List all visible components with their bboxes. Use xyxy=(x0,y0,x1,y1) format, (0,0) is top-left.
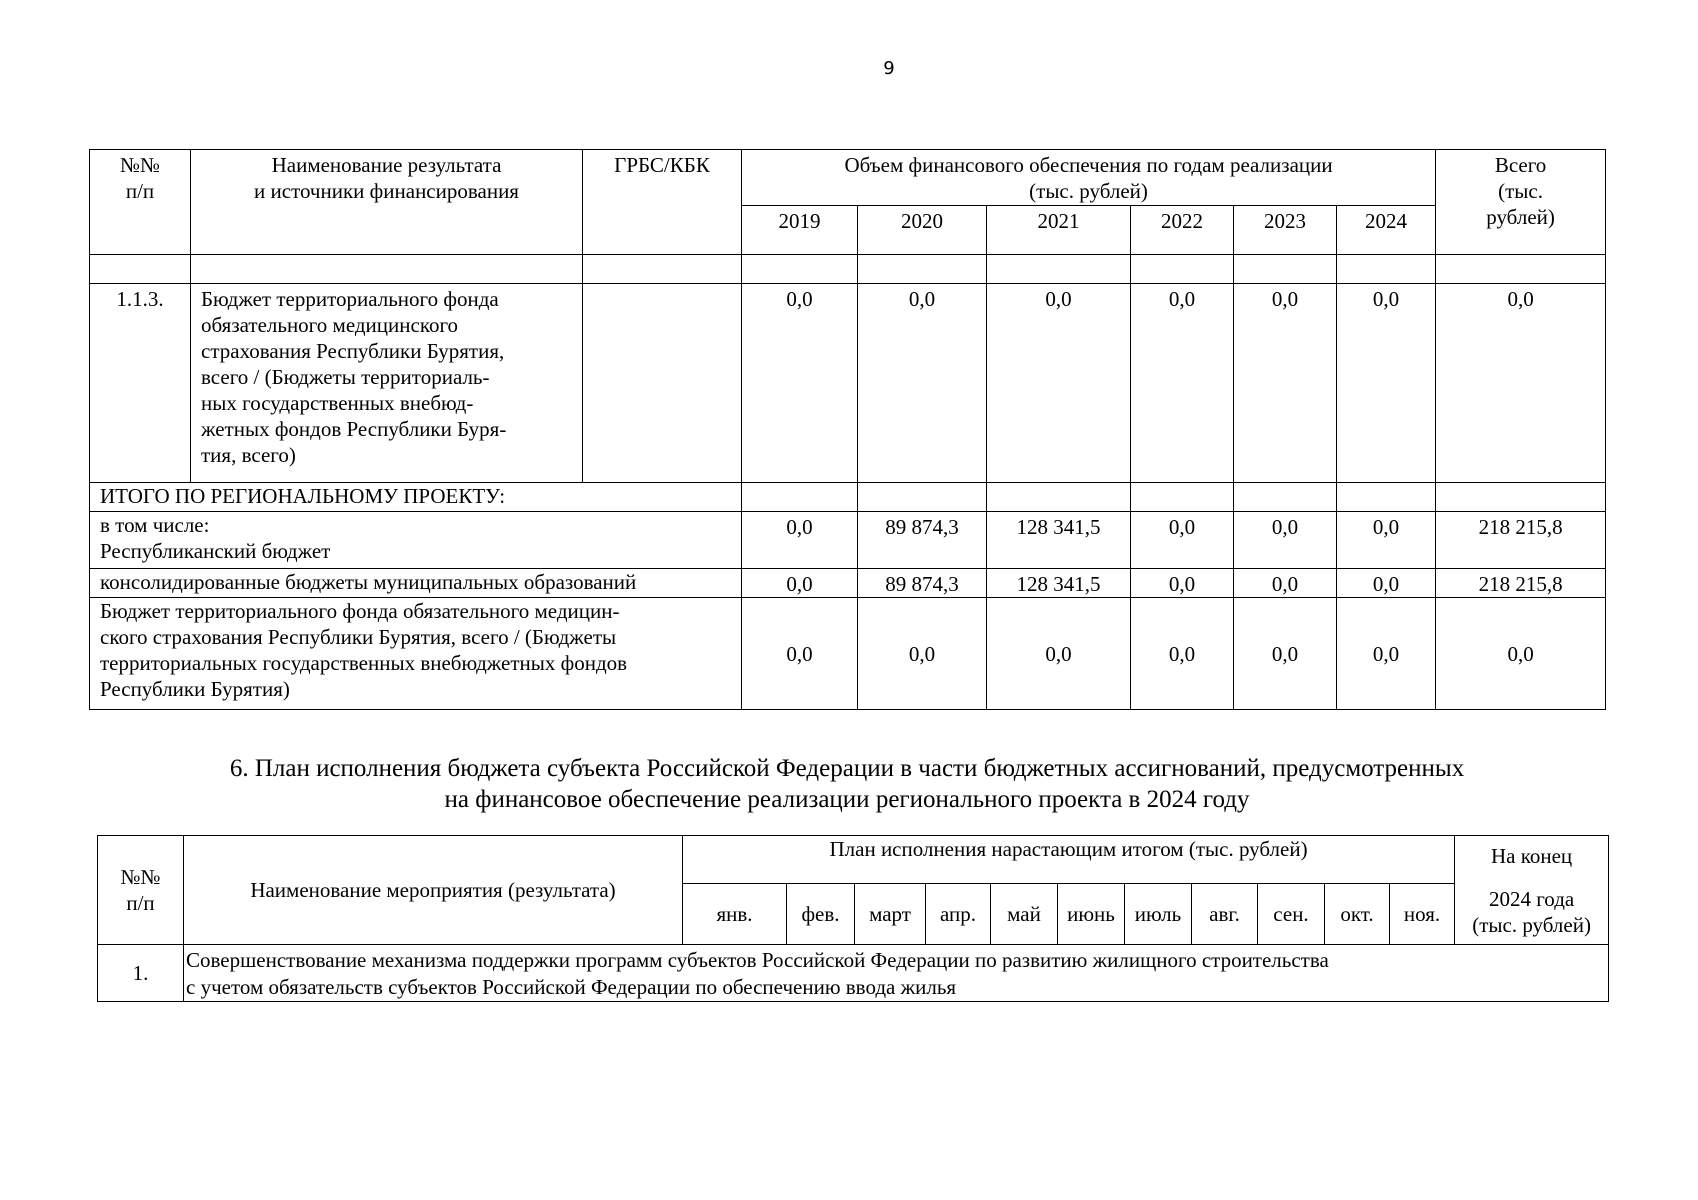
section-6-title: 6. План исполнения бюджета субъекта Российской Федерации в части бюджетных ассигнований, предусмотренных на финансовое обеспечение реализации регионального проекта в 2024 году xyxy=(229,755,1465,813)
value-cell: 0,0 xyxy=(742,284,858,483)
month-header: окт. xyxy=(1325,884,1390,945)
total-cell: 0,0 xyxy=(1436,598,1606,710)
total-cell: 0,0 xyxy=(1436,284,1606,483)
value-cell: 89 874,3 xyxy=(858,569,987,598)
value-cell: 0,0 xyxy=(1337,284,1436,483)
municipal-budget-label: консолидированные бюджеты муниципальных образований xyxy=(90,569,742,598)
value-cell: 0,0 xyxy=(1234,284,1337,483)
value-cell: 0,0 xyxy=(987,598,1131,710)
value-cell: 0,0 xyxy=(1234,512,1337,569)
col-grbs-header: ГРБС/КБК xyxy=(583,150,742,255)
table-row-1-1-3 xyxy=(90,284,1606,483)
budget-plan-table xyxy=(97,835,1609,1002)
month-header: апр. xyxy=(926,884,991,945)
value-cell: 0,0 xyxy=(1131,512,1234,569)
month-header: сен. xyxy=(1258,884,1325,945)
month-header: май xyxy=(991,884,1058,945)
header-row-1 xyxy=(90,150,1606,206)
republic-budget-label: в том числе: Республиканский бюджет xyxy=(90,512,742,569)
year-header: 2020 xyxy=(858,206,987,255)
year-header: 2022 xyxy=(1131,206,1234,255)
value-cell: 0,0 xyxy=(1131,569,1234,598)
financing-table xyxy=(89,149,1606,710)
year-header: 2019 xyxy=(742,206,858,255)
month-header: ноя. xyxy=(1390,884,1455,945)
value-cell: 0,0 xyxy=(1234,598,1337,710)
row-number: 1.1.3. xyxy=(90,284,191,483)
value-cell: 0,0 xyxy=(1131,284,1234,483)
row-name: Бюджет территориального фонда обязательного медицинского страхования Республики Бурятия, всего / (Бюджеты территориаль- ных государственных внебюд- жетных фондов Республики Буря- тия, всего) xyxy=(191,284,583,483)
value-cell: 0,0 xyxy=(987,284,1131,483)
tfoms-label: Бюджет территориального фонда обязательного медицин- ского страхования Республики Бурятия, всего / (Бюджеты территориальных государственных внебюджетных фондов Республики Бурятия) xyxy=(90,598,742,710)
total-cell: 218 215,8 xyxy=(1436,512,1606,569)
col-name-header: Наименование результата и источники финансирования xyxy=(191,150,583,255)
value-cell: 0,0 xyxy=(1131,598,1234,710)
month-header: авг. xyxy=(1192,884,1258,945)
table-row-1 xyxy=(98,945,1609,1002)
itogo-label: ИТОГО ПО РЕГИОНАЛЬНОМУ ПРОЕКТУ: xyxy=(90,483,742,512)
value-cell: 0,0 xyxy=(1337,512,1436,569)
col-total-header: Всего (тыс. рублей) xyxy=(1436,150,1606,255)
year-header: 2021 xyxy=(987,206,1131,255)
value-cell: 128 341,5 xyxy=(987,512,1131,569)
municipal-budget-row xyxy=(90,569,1606,598)
page-number: 9 xyxy=(883,58,895,79)
value-cell: 0,0 xyxy=(1337,598,1436,710)
month-header: июнь xyxy=(1058,884,1125,945)
col-name-header: Наименование мероприятия (результата) xyxy=(184,836,683,945)
value-cell: 0,0 xyxy=(1234,569,1337,598)
value-cell: 128 341,5 xyxy=(987,569,1131,598)
value-cell: 0,0 xyxy=(858,598,987,710)
row-number: 1. xyxy=(98,945,184,1002)
plan-header-row-1 xyxy=(98,836,1609,884)
col-num-header: №№ п/п xyxy=(90,150,191,255)
month-header: март xyxy=(855,884,926,945)
total-cell: 218 215,8 xyxy=(1436,569,1606,598)
col-num-header: №№ п/п xyxy=(98,836,184,945)
year-header: 2024 xyxy=(1337,206,1436,255)
month-header: фев. xyxy=(787,884,855,945)
event-name: Совершенствование механизма поддержки программ субъектов Российской Федерации по развитию жилищного строительства с учетом обязательств субъектов Российской Федерации по обеспечению ввода жилья xyxy=(184,945,1609,1002)
value-cell: 0,0 xyxy=(742,598,858,710)
tfoms-row xyxy=(90,598,1606,710)
value-cell: 89 874,3 xyxy=(858,512,987,569)
col-end-header: На конец 2024 года (тыс. рублей) xyxy=(1455,836,1609,945)
row-grbs xyxy=(583,284,742,483)
month-header: янв. xyxy=(683,884,787,945)
itogo-row xyxy=(90,483,1606,512)
year-header: 2023 xyxy=(1234,206,1337,255)
value-cell: 0,0 xyxy=(858,284,987,483)
month-header: июль xyxy=(1125,884,1192,945)
value-cell: 0,0 xyxy=(742,512,858,569)
col-plan-header: План исполнения нарастающим итогом (тыс. рублей) xyxy=(683,836,1455,884)
value-cell: 0,0 xyxy=(742,569,858,598)
col-volume-header: Объем финансового обеспечения по годам реализации (тыс. рублей) xyxy=(742,150,1436,206)
value-cell: 0,0 xyxy=(1337,569,1436,598)
republic-budget-row xyxy=(90,512,1606,569)
empty-row xyxy=(90,255,1606,284)
